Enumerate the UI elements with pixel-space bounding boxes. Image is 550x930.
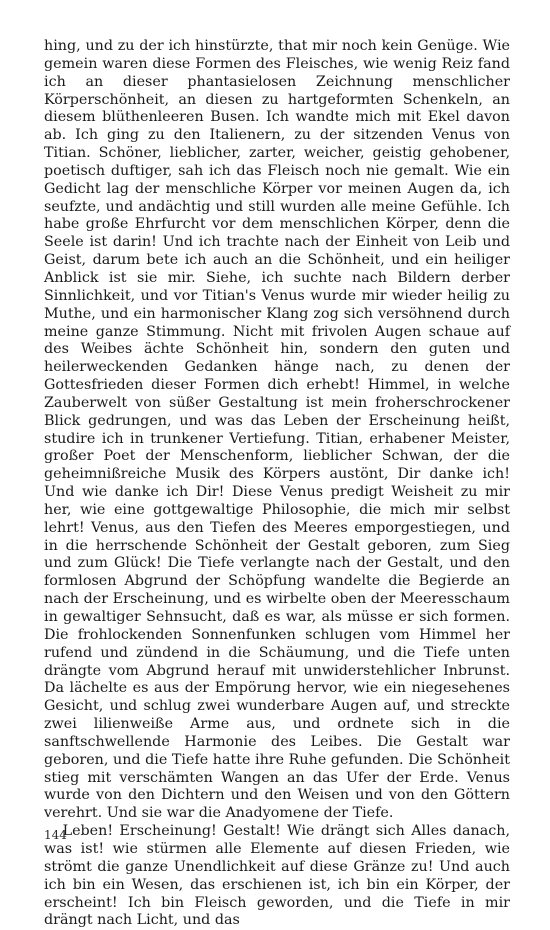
paragraph: hing, und zu der ich hinstürzte, that mir noch kein Genüge. Wie gemein waren diese Formen des Fleisches, wie wenig Reiz fand ich an dieser phantasielosen Zeichnung menschlicher Körperschönheit, an diesen zu hartgeformten Schenkeln, an diesem blüthenleeren Busen. Ich wandte mich mit Ekel davon ab. Ich ging zu den Italienern, zu der sitzenden Venus von Titian. Schöner, lieblicher, zarter, weicher, geistig gehobener, poetisch duftiger, sah ich das Fleisch noch nie gemalt. Wie ein Gedicht lag der menschliche Körper vor meinen Augen da, ich seufzte, und andächtig und still wurden alle meine Gefühle. Ich habe große Ehrfurcht vor dem menschlichen Körper, denn die Seele ist darin! Und ich trachte nach der Einheit von Leib und Geist, darum bete ich auch an die Schönheit, und ein heiliger Anblick ist sie mir. Siehe, ich suchte nach Bildern derber Sinnlichkeit, und vor Titian's Venus wurde mir wieder heilig zu Muthe, und ein harmonischer Klang zog sich versöhnend durch meine ganze Stimmung. Nicht mit frivolen Augen schaue auf des Weibes ächte Schönheit hin, sondern den guten und heilerweckenden Gedanken hänge nach, zu denen der Gottesfrieden dieser Formen dich erhebt! Himmel, in welche Zauberwelt von süßer Gestaltung ist mein froherschrockener Blick gedrungen, und was das Leben der Erscheinung heißt, studire ich in trunkener Vertiefung. Titian, erhabener Meister, großer Poet der Menschenform, lieblicher Schwan, der die geheimnißreiche Musik des Körpers austönt, Dir danke ich! Und wie danke ich Dir! Diese Venus predigt Weisheit zu mir her, wie eine gottgewaltige Philosophie, die mich mir selbst lehrt! Venus, aus den Tiefen des Meeres emporgestiegen, und in die herrschende Schönheit der Gestalt geboren, zum Sieg und zum Glück! Die Tiefe verlangte nach der Gestalt, und den formlosen Abgrund der Schöpfung wandelte die Begierde an nach der Erscheinung, und es wirbelte oben der Meeresschaum in gewaltiger Sehnsucht, daß es war, als müsse er sich formen. Die frohlockenden Sonnenfunken schlugen vom Himmel her rufend und zündend in die Schäumung, und die Tiefe unten drängte vom Abgrund herauf mit unwiderstehlicher Inbrunst. Da lächelte es aus der Empörung hervor, wie ein niegesehenes Gesicht, und schlug zwei wunderbare Augen auf, und streckte zwei lilienweiße Arme aus, und ordnete sich in die sanftschwellende Harmonie des Leibes. Die Gestalt war geboren, und die Tiefe hatte ihre Ruhe gefunden. Die Schönheit stieg mit verschämten Wangen an das Ufer der Erde. Venus wurde von den Dichtern und den Weisen und von den Göttern verehrt. Und sie war die Anadyomene der Tiefe. bbox=[44, 38, 510, 822]
body-text bbox=[44, 38, 510, 930]
paragraph: Leben! Erscheinung! Gestalt! Wie drängt sich Alles danach, was ist! wie stürmen alle Elemente auf diesen Frieden, wie strömt die ganze Unendlichkeit auf diese Gränze zu! Und auch ich bin ein Wesen, das erschienen ist, ich bin ein Körper, der erscheint! Ich bin Fleisch geworden, und die Tiefe in mir drängt nach Licht, und das bbox=[44, 823, 510, 929]
page-number: 144 bbox=[44, 828, 67, 842]
